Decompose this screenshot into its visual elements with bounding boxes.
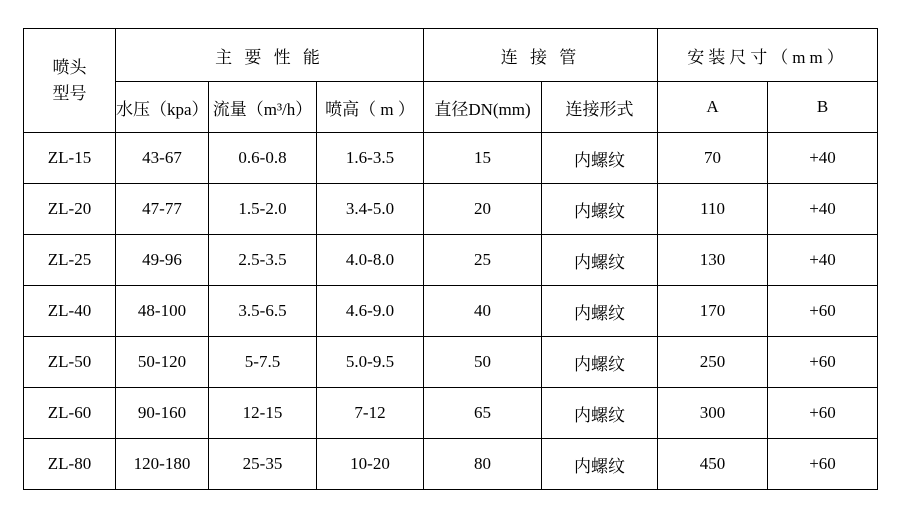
cell-dn: 40 [424,286,542,337]
cell-connection: 内螺纹 [542,388,658,439]
cell-b: +40 [768,133,878,184]
cell-model: ZL-50 [24,337,116,388]
cell-dn: 15 [424,133,542,184]
cell-connection: 内螺纹 [542,133,658,184]
subheader-dimension-a: A [658,82,768,133]
table-row [24,184,878,235]
corner-header-line2: 型号 [52,83,87,103]
header-group-row [24,29,878,82]
cell-spray-height: 7-12 [317,388,424,439]
table-row [24,388,878,439]
cell-dn: 80 [424,439,542,490]
cell-connection: 内螺纹 [542,286,658,337]
cell-flow: 12-15 [209,388,317,439]
group-header-connection: 连 接 管 [424,29,658,82]
cell-a: 170 [658,286,768,337]
group-header-performance: 主 要 性 能 [116,29,424,82]
cell-b: +60 [768,439,878,490]
cell-connection: 内螺纹 [542,439,658,490]
cell-flow: 3.5-6.5 [209,286,317,337]
subheader-diameter-dn: 直径DN(mm) [424,82,542,133]
cell-dn: 25 [424,235,542,286]
cell-spray-height: 1.6-3.5 [317,133,424,184]
cell-connection: 内螺纹 [542,337,658,388]
cell-pressure: 48-100 [116,286,209,337]
cell-spray-height: 5.0-9.5 [317,337,424,388]
cell-model: ZL-40 [24,286,116,337]
corner-header-cell [24,29,116,133]
cell-spray-height: 3.4-5.0 [317,184,424,235]
cell-model: ZL-80 [24,439,116,490]
cell-b: +60 [768,286,878,337]
cell-b: +60 [768,388,878,439]
cell-a: 250 [658,337,768,388]
cell-dn: 50 [424,337,542,388]
cell-model: ZL-20 [24,184,116,235]
cell-flow: 1.5-2.0 [209,184,317,235]
table-row [24,439,878,490]
cell-b: +40 [768,184,878,235]
table-row [24,235,878,286]
cell-pressure: 90-160 [116,388,209,439]
subheader-pressure: 水压（kpa） [116,82,209,133]
cell-model: ZL-15 [24,133,116,184]
cell-spray-height: 4.6-9.0 [317,286,424,337]
cell-pressure: 49-96 [116,235,209,286]
header-sub-row [24,82,878,133]
cell-pressure: 50-120 [116,337,209,388]
cell-a: 300 [658,388,768,439]
cell-pressure: 120-180 [116,439,209,490]
cell-dn: 20 [424,184,542,235]
subheader-connection-type: 连接形式 [542,82,658,133]
table-row [24,133,878,184]
cell-flow: 2.5-3.5 [209,235,317,286]
cell-connection: 内螺纹 [542,235,658,286]
group-header-install-size: 安装尺寸（mm） [658,29,878,82]
table-row [24,337,878,388]
cell-spray-height: 10-20 [317,439,424,490]
cell-model: ZL-60 [24,388,116,439]
cell-flow: 25-35 [209,439,317,490]
sprinkler-spec-table [23,28,878,490]
cell-flow: 0.6-0.8 [209,133,317,184]
cell-pressure: 47-77 [116,184,209,235]
cell-a: 130 [658,235,768,286]
spec-table-container [23,28,877,490]
cell-pressure: 43-67 [116,133,209,184]
cell-a: 110 [658,184,768,235]
subheader-dimension-b: B [768,82,878,133]
cell-connection: 内螺纹 [542,184,658,235]
corner-header-line1: 喷头 [52,57,87,77]
cell-flow: 5-7.5 [209,337,317,388]
cell-b: +40 [768,235,878,286]
subheader-spray-height: 喷高（ m ） [317,82,424,133]
cell-dn: 65 [424,388,542,439]
cell-a: 70 [658,133,768,184]
subheader-flow: 流量（m³/h） [209,82,317,133]
table-row [24,286,878,337]
cell-a: 450 [658,439,768,490]
cell-model: ZL-25 [24,235,116,286]
cell-spray-height: 4.0-8.0 [317,235,424,286]
cell-b: +60 [768,337,878,388]
